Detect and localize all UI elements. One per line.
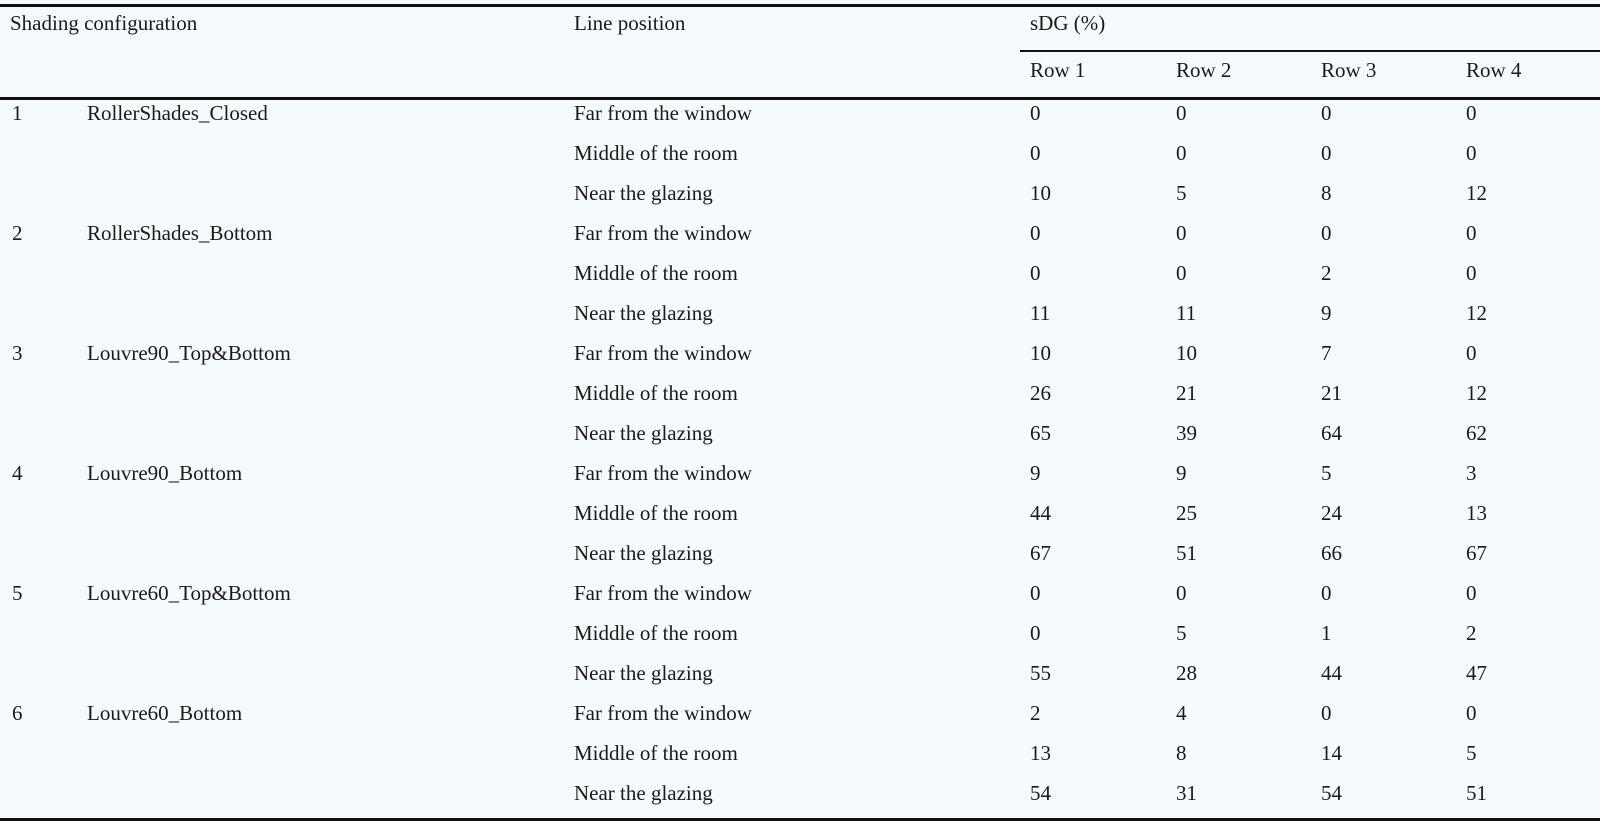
sdg-value-row-3: 9 [1321, 301, 1332, 325]
sdg-value-row-2: 25 [1176, 501, 1197, 525]
sdg-value-row-2: 10 [1176, 341, 1197, 365]
sdg-value-row-3: 21 [1321, 381, 1342, 405]
config-number [0, 500, 77, 540]
sdg-value-row-3: 0 [1321, 101, 1332, 125]
sdg-value-row-2: 0 [1176, 581, 1187, 605]
header-row-1 [0, 6, 1600, 52]
sdg-value-row-4: 0 [1466, 221, 1477, 245]
config-number [0, 540, 77, 580]
sdg-value-row-3: 54 [1311, 780, 1456, 820]
table-row [0, 220, 1600, 260]
config-number [0, 420, 77, 460]
sdg-value-row-4: 2 [1466, 621, 1477, 645]
config-number [0, 660, 77, 700]
line-position: Near the glazing [570, 780, 1020, 820]
config-number: 3 [12, 341, 23, 365]
config-number [0, 620, 77, 660]
line-position: Middle of the room [574, 501, 738, 525]
table-row [0, 580, 1600, 620]
line-position: Near the glazing [574, 541, 713, 565]
header-row-3-label: Row 3 [1311, 51, 1456, 99]
sdg-value-row-1: 55 [1030, 661, 1051, 685]
config-number: 6 [12, 701, 23, 725]
sdg-value-row-1: 44 [1030, 501, 1051, 525]
sdg-value-row-1: 10 [1030, 341, 1051, 365]
sdg-value-row-1: 65 [1030, 421, 1051, 445]
sdg-value-row-3: 24 [1321, 501, 1342, 525]
sdg-value-row-2: 39 [1176, 421, 1197, 445]
sdg-value-row-4: 0 [1466, 141, 1477, 165]
table-row [0, 99, 1600, 141]
line-position: Far from the window [574, 101, 752, 125]
line-position: Middle of the room [574, 261, 738, 285]
sdg-value-row-3: 14 [1321, 741, 1342, 765]
sdg-value-row-1: 10 [1030, 181, 1051, 205]
sdg-value-row-1: 0 [1030, 581, 1041, 605]
sdg-value-row-4: 5 [1466, 741, 1477, 765]
sdg-value-row-3: 0 [1321, 221, 1332, 245]
config-name [77, 780, 570, 820]
sdg-value-row-4: 47 [1466, 661, 1487, 685]
config-name [77, 300, 570, 340]
config-name: Louvre60_Top&Bottom [87, 581, 291, 605]
config-number [0, 780, 77, 820]
config-number [0, 740, 77, 780]
sdg-value-row-2: 8 [1176, 741, 1187, 765]
table-row [0, 460, 1600, 500]
sdg-value-row-4: 0 [1466, 341, 1477, 365]
table-row [0, 500, 1600, 540]
config-name [77, 540, 570, 580]
header-shading-configuration: Shading configuration [0, 6, 570, 52]
config-number: 1 [12, 101, 23, 125]
sdg-value-row-3: 44 [1321, 661, 1342, 685]
line-position: Middle of the room [574, 141, 738, 165]
sdg-table [0, 4, 1600, 821]
line-position: Near the glazing [574, 421, 713, 445]
table-row [0, 620, 1600, 660]
config-number [0, 140, 77, 180]
table-body [0, 99, 1600, 820]
line-position: Middle of the room [574, 381, 738, 405]
table-row [0, 660, 1600, 700]
sdg-value-row-1: 13 [1030, 741, 1051, 765]
line-position: Far from the window [574, 221, 752, 245]
table-row [0, 700, 1600, 740]
sdg-value-row-4: 3 [1466, 461, 1477, 485]
table-row [0, 140, 1600, 180]
sdg-value-row-4: 0 [1466, 261, 1477, 285]
line-position: Far from the window [574, 461, 752, 485]
sdg-value-row-2: 0 [1176, 221, 1187, 245]
sdg-value-row-3: 2 [1321, 261, 1332, 285]
sdg-value-row-1: 26 [1030, 381, 1051, 405]
sdg-value-row-4: 13 [1466, 501, 1487, 525]
line-position: Near the glazing [574, 181, 713, 205]
config-number [0, 180, 77, 220]
sdg-value-row-2: 51 [1176, 541, 1197, 565]
header-row-1-label: Row 1 [1020, 51, 1166, 99]
sdg-value-row-4: 12 [1466, 301, 1487, 325]
config-name: Louvre60_Bottom [87, 701, 243, 725]
sdg-value-row-3: 0 [1321, 141, 1332, 165]
table-row [0, 420, 1600, 460]
sdg-value-row-4: 12 [1466, 381, 1487, 405]
config-name [77, 180, 570, 220]
sdg-table-container [0, 4, 1600, 821]
config-number [0, 300, 77, 340]
sdg-value-row-4: 51 [1456, 780, 1600, 820]
sdg-value-row-3: 0 [1321, 701, 1332, 725]
sdg-value-row-1: 0 [1030, 141, 1041, 165]
sdg-value-row-2: 28 [1176, 661, 1197, 685]
sdg-value-row-3: 5 [1321, 461, 1332, 485]
config-number [0, 380, 77, 420]
config-name: Louvre90_Top&Bottom [87, 341, 291, 365]
table-row [0, 180, 1600, 220]
sdg-value-row-2: 0 [1176, 141, 1187, 165]
sdg-value-row-3: 8 [1321, 181, 1332, 205]
config-name: RollerShades_Bottom [87, 221, 273, 245]
config-name [77, 260, 570, 300]
header-row-2 [0, 51, 1600, 99]
sdg-value-row-3: 64 [1321, 421, 1342, 445]
config-number [0, 260, 77, 300]
config-name [77, 500, 570, 540]
sdg-value-row-1: 54 [1020, 780, 1166, 820]
sdg-value-row-4: 67 [1466, 541, 1487, 565]
table-row [0, 740, 1600, 780]
sdg-value-row-1: 0 [1030, 101, 1041, 125]
table-row [0, 780, 1600, 820]
sdg-value-row-1: 67 [1030, 541, 1051, 565]
header-spacer [0, 51, 1020, 99]
sdg-value-row-4: 0 [1466, 101, 1477, 125]
sdg-value-row-4: 62 [1466, 421, 1487, 445]
sdg-value-row-1: 2 [1030, 701, 1041, 725]
sdg-value-row-1: 0 [1030, 261, 1041, 285]
sdg-value-row-2: 0 [1176, 261, 1187, 285]
sdg-value-row-1: 11 [1030, 301, 1051, 325]
sdg-value-row-4: 0 [1466, 701, 1477, 725]
sdg-value-row-3: 7 [1321, 341, 1332, 365]
sdg-value-row-4: 12 [1466, 181, 1487, 205]
sdg-value-row-2: 11 [1176, 301, 1197, 325]
header-row-2-label: Row 2 [1166, 51, 1311, 99]
line-position: Near the glazing [574, 301, 713, 325]
header-sdg: sDG (%) [1020, 6, 1600, 52]
sdg-value-row-2: 31 [1166, 780, 1311, 820]
config-name: Louvre90_Bottom [87, 461, 243, 485]
table-row [0, 340, 1600, 380]
config-name [77, 740, 570, 780]
table-row [0, 300, 1600, 340]
sdg-value-row-2: 0 [1176, 101, 1187, 125]
sdg-value-row-1: 0 [1030, 221, 1041, 245]
line-position: Middle of the room [574, 621, 738, 645]
config-name: RollerShades_Closed [87, 101, 268, 125]
config-number: 2 [12, 221, 23, 245]
table-header [0, 6, 1600, 99]
table-row [0, 540, 1600, 580]
config-number: 5 [12, 581, 23, 605]
sdg-value-row-2: 5 [1176, 181, 1187, 205]
sdg-value-row-3: 0 [1321, 581, 1332, 605]
config-name [77, 620, 570, 660]
config-name [77, 420, 570, 460]
header-row-4-label: Row 4 [1456, 51, 1600, 99]
config-number: 4 [12, 461, 23, 485]
config-name [77, 380, 570, 420]
sdg-value-row-3: 66 [1321, 541, 1342, 565]
sdg-value-row-4: 0 [1466, 581, 1477, 605]
sdg-value-row-2: 5 [1176, 621, 1187, 645]
sdg-value-row-2: 21 [1176, 381, 1197, 405]
header-line-position: Line position [570, 6, 1020, 52]
config-name [77, 660, 570, 700]
sdg-value-row-1: 0 [1030, 621, 1041, 645]
table-row [0, 260, 1600, 300]
line-position: Far from the window [574, 581, 752, 605]
line-position: Far from the window [574, 701, 752, 725]
sdg-value-row-2: 9 [1176, 461, 1187, 485]
sdg-value-row-1: 9 [1030, 461, 1041, 485]
config-name [77, 140, 570, 180]
table-row [0, 380, 1600, 420]
line-position: Middle of the room [574, 741, 738, 765]
sdg-value-row-3: 1 [1321, 621, 1332, 645]
line-position: Far from the window [574, 341, 752, 365]
sdg-value-row-2: 4 [1176, 701, 1187, 725]
line-position: Near the glazing [574, 661, 713, 685]
